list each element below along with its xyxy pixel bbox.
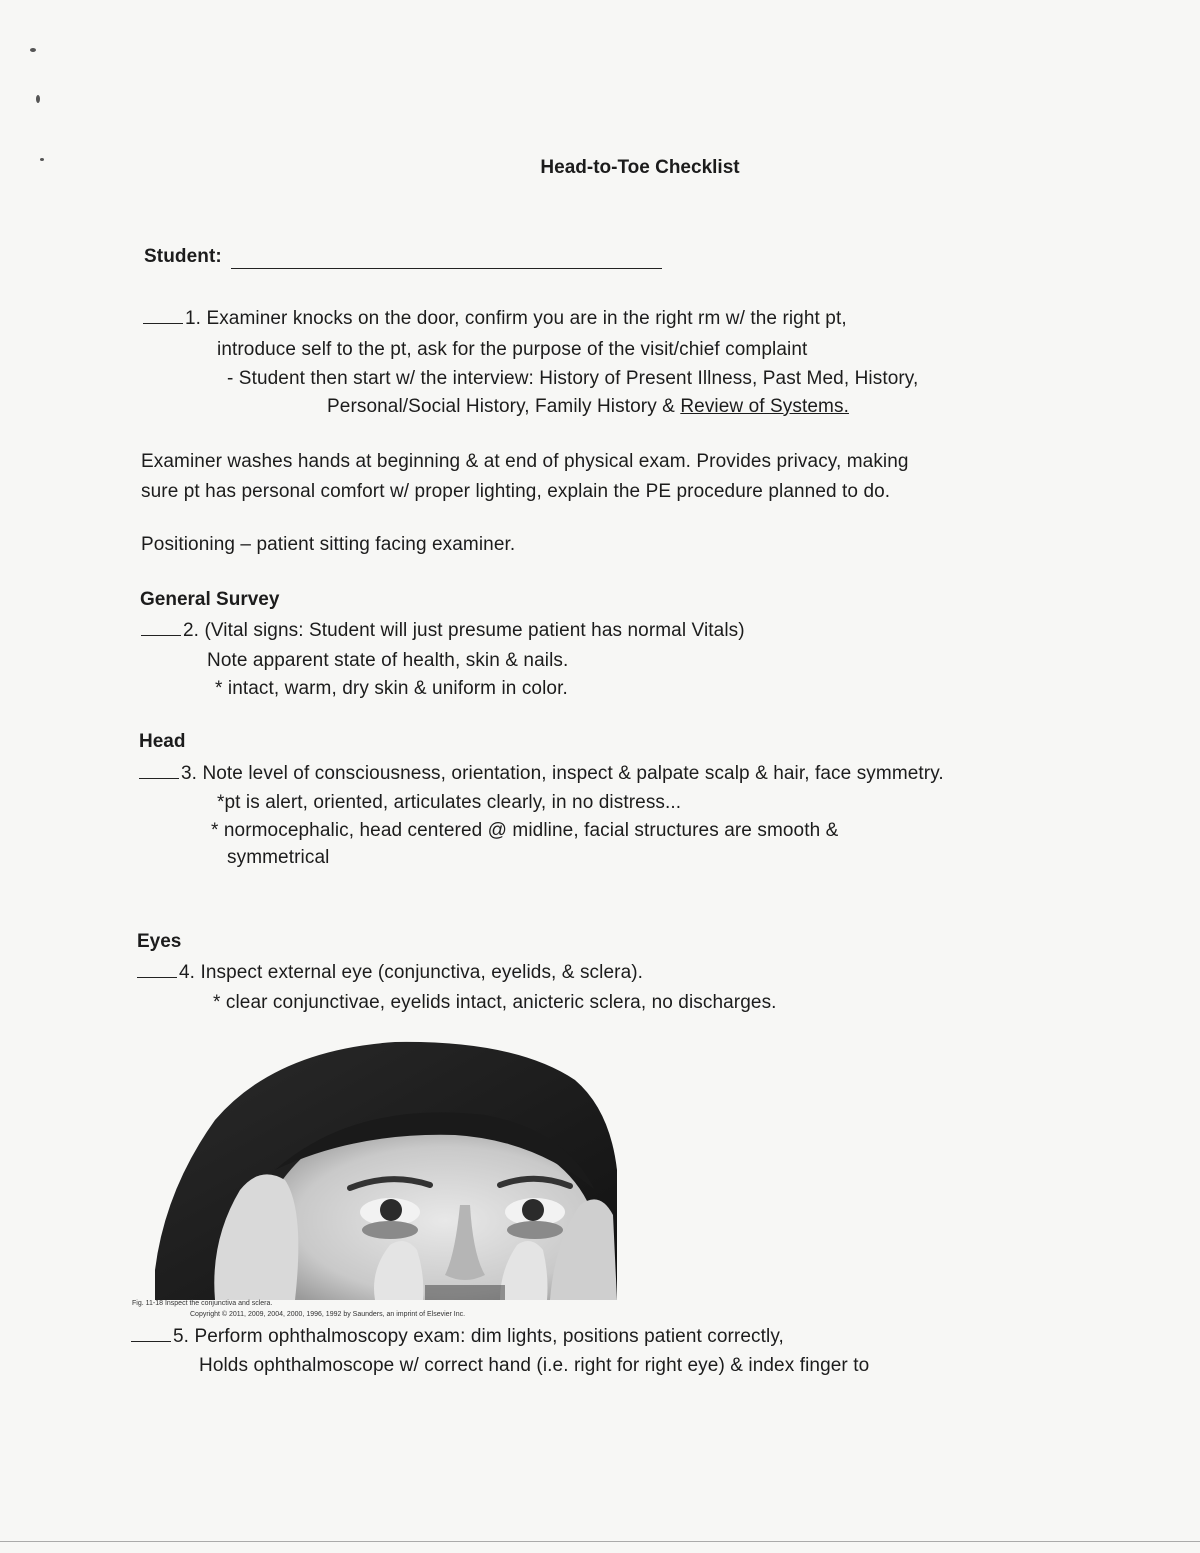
- item-text: Perform ophthalmoscopy exam: dim lights, positions patient correctly,: [194, 1326, 784, 1347]
- item-1-line-3: - Student then start w/ the interview: History of Present Illness, Past Med, History,: [227, 368, 919, 389]
- checklist-item-4: [137, 962, 643, 984]
- item-1-line-2: introduce self to the pt, ask for the purpose of the visit/chief complaint: [217, 339, 808, 360]
- item-5-line-2: Holds ophthalmoscope w/ correct hand (i.e. right for right eye) & index finger to: [199, 1355, 870, 1376]
- item-text: Examiner knocks on the door, confirm you are in the right rm w/ the right pt,: [206, 308, 847, 329]
- checkbox-blank-3[interactable]: [139, 764, 179, 779]
- scan-speck: [30, 48, 36, 52]
- item-4-line-2: * clear conjunctivae, eyelids intact, anicteric sclera, no discharges.: [213, 992, 777, 1013]
- item-1-line-4-text: Personal/Social History, Family History &: [327, 396, 681, 417]
- item-number: 1.: [185, 308, 202, 329]
- item-text: Note level of consciousness, orientation, inspect & palpate scalp & hair, face symmetry.: [202, 763, 944, 784]
- checkbox-blank-4[interactable]: [137, 963, 177, 978]
- item-3-line-4: symmetrical: [227, 847, 330, 868]
- positioning-text: Positioning – patient sitting facing examiner.: [141, 534, 516, 555]
- student-name-field[interactable]: [231, 268, 662, 269]
- item-text: Inspect external eye (conjunctiva, eyelids, & sclera).: [200, 962, 644, 983]
- item-number: 4.: [179, 962, 196, 983]
- item-3-line-3: * normocephalic, head centered @ midline, facial structures are smooth &: [211, 820, 839, 841]
- figure-copyright: Copyright © 2011, 2009, 2004, 2000, 1996, 1992 by Saunders, an imprint of Elsevier Inc.: [190, 1311, 466, 1318]
- checklist-item-5: [131, 1326, 784, 1348]
- student-label: Student:: [144, 246, 222, 267]
- checkbox-blank-5[interactable]: [131, 1327, 171, 1342]
- wash-hands-line-1: Examiner washes hands at beginning & at end of physical exam. Provides privacy, making: [141, 451, 909, 472]
- item-2-line-2: Note apparent state of health, skin & nails.: [207, 650, 569, 671]
- checklist-item-2: [141, 620, 745, 642]
- checklist-item-1: [143, 308, 847, 330]
- eyes-heading: Eyes: [137, 931, 182, 952]
- general-survey-heading: General Survey: [140, 589, 280, 610]
- conjunctiva-exam-photo: [155, 1040, 617, 1300]
- figure-caption: Fig. 11-18 Inspect the conjunctiva and sclera.: [132, 1300, 273, 1307]
- wash-hands-line-2: sure pt has personal comfort w/ proper lighting, explain the PE procedure planned to do.: [141, 481, 891, 502]
- item-number: 2.: [183, 620, 200, 641]
- checkbox-blank-2[interactable]: [141, 621, 181, 636]
- item-3-line-2: *pt is alert, oriented, articulates clearly, in no distress...: [217, 792, 682, 813]
- item-2-line-3: * intact, warm, dry skin & uniform in color.: [215, 678, 568, 699]
- item-number: 3.: [181, 763, 198, 784]
- checklist-item-3: [139, 763, 944, 785]
- page-bottom-edge: [0, 1541, 1200, 1542]
- head-heading: Head: [139, 731, 186, 752]
- item-text: (Vital signs: Student will just presume patient has normal Vitals): [204, 620, 745, 641]
- checkbox-blank-1[interactable]: [143, 309, 183, 324]
- item-number: 5.: [173, 1326, 190, 1347]
- item-1-line-4: [327, 396, 849, 418]
- scan-speck: [36, 95, 40, 103]
- review-of-systems-text: Review of Systems.: [680, 396, 849, 417]
- page-title: Head-to-Toe Checklist: [540, 157, 740, 178]
